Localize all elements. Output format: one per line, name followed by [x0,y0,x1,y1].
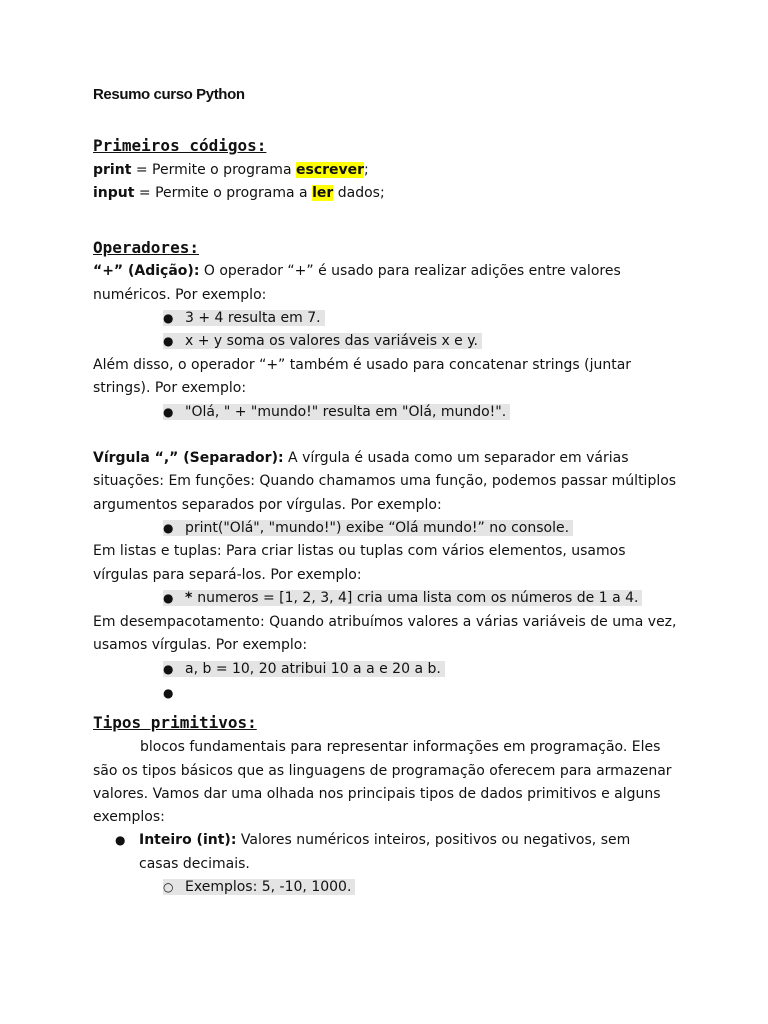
print-end: ; [364,162,369,178]
int-cont: casas decimais. [139,856,250,872]
input-keyword: input [93,185,135,201]
bullet-item [163,333,482,349]
int-text: Valores numéricos inteiros, positivos ou negativos, sem [236,832,631,848]
input-end: dados; [333,185,385,201]
sub-bullet-item [163,879,355,895]
bullet-text: Exemplos: 5, -10, 1000. [185,879,352,895]
input-line [93,185,385,201]
print-line [93,162,369,178]
bullet-item-int [115,832,630,848]
tipos-para-1: blocos fundamentais para representar informações em programação. Eles [140,739,661,755]
heading-operadores: Operadores: [93,238,199,257]
print-text: = Permite o programa [131,162,296,178]
bullet-dot-icon: ● [163,311,174,325]
heading-tipos-primitivos: Tipos primitivos: [93,713,257,732]
bullet-dot-icon: ● [163,591,174,605]
comma-line-3: argumentos separados por vírgulas. Por exemplo: [93,497,442,513]
bullet-text: "Olá, " + "mundo!" resulta em "Olá, mundo!". [185,404,507,420]
bullet-item-empty [163,685,185,701]
also-line-2: strings). Por exemplo: [93,380,247,396]
bullet-item [163,520,573,536]
highlight-escrever: escrever [295,162,365,178]
bullet-dot-icon: ● [115,833,126,847]
also-line-1: Além disso, o operador “+” também é usado para concatenar strings (juntar [93,357,632,373]
tipos-para-2: são os tipos básicos que as linguagens de programação oferecem para armazenar [93,763,672,779]
bullet-item [163,404,510,420]
bullet-dot-icon: ● [163,686,174,700]
addition-text: O operador “+” é usado para realizar adições entre valores [199,263,621,279]
print-keyword: print [93,162,132,178]
heading-primeiros-codigos: Primeiros códigos: [93,136,267,155]
bullet-text: a, b = 10, 20 atribui 10 a a e 20 a b. [185,661,441,677]
bullet-text: numeros = [1, 2, 3, 4] cria uma lista com os números de 1 a 4. [197,590,639,606]
bullet-text: 3 + 4 resulta em 7. [185,310,321,326]
addition-keyword: “+” (Adição): [93,263,200,279]
addition-line [93,263,621,279]
comma-line-5: vírgulas para separá-los. Por exemplo: [93,567,362,583]
bullet-text: print("Olá", "mundo!") exibe “Olá mundo!” no console. [185,520,570,536]
bullet-dot-icon: ● [163,334,174,348]
comma-text: A vírgula é usada como um separador em várias [283,450,629,466]
circle-bullet-icon: ○ [163,880,174,894]
tipos-para-4: exemplos: [93,809,165,825]
bullet-dot-icon: ● [163,405,174,419]
comma-line [93,450,629,466]
bullet-item [163,310,325,326]
bullet-star: * [185,590,198,606]
bullet-dot-icon: ● [163,662,174,676]
comma-line-4: Em listas e tuplas: Para criar listas ou tuplas com vários elementos, usamos [93,543,626,559]
addition-cont: numéricos. Por exemplo: [93,287,267,303]
comma-line-6: Em desempacotamento: Quando atribuímos valores a várias variáveis de uma vez, [93,614,677,630]
input-text: = Permite o programa a [134,185,313,201]
bullet-text: x + y soma os valores das variáveis x e y. [185,333,478,349]
bullet-dot-icon: ● [163,521,174,535]
comma-line-7: usamos vírgulas. Por exemplo: [93,637,308,653]
int-keyword: Inteiro (int): [139,832,237,848]
comma-keyword: Vírgula “,” (Separador): [93,450,284,466]
tipos-para-3: valores. Vamos dar uma olhada nos principais tipos de dados primitivos e alguns [93,786,661,802]
bullet-item [163,661,445,677]
bullet-item [163,590,642,606]
document-title: Resumo curso Python [93,86,245,103]
comma-line-2: situações: Em funções: Quando chamamos uma função, podemos passar múltiplos [93,473,677,489]
highlight-ler: ler [312,185,334,201]
